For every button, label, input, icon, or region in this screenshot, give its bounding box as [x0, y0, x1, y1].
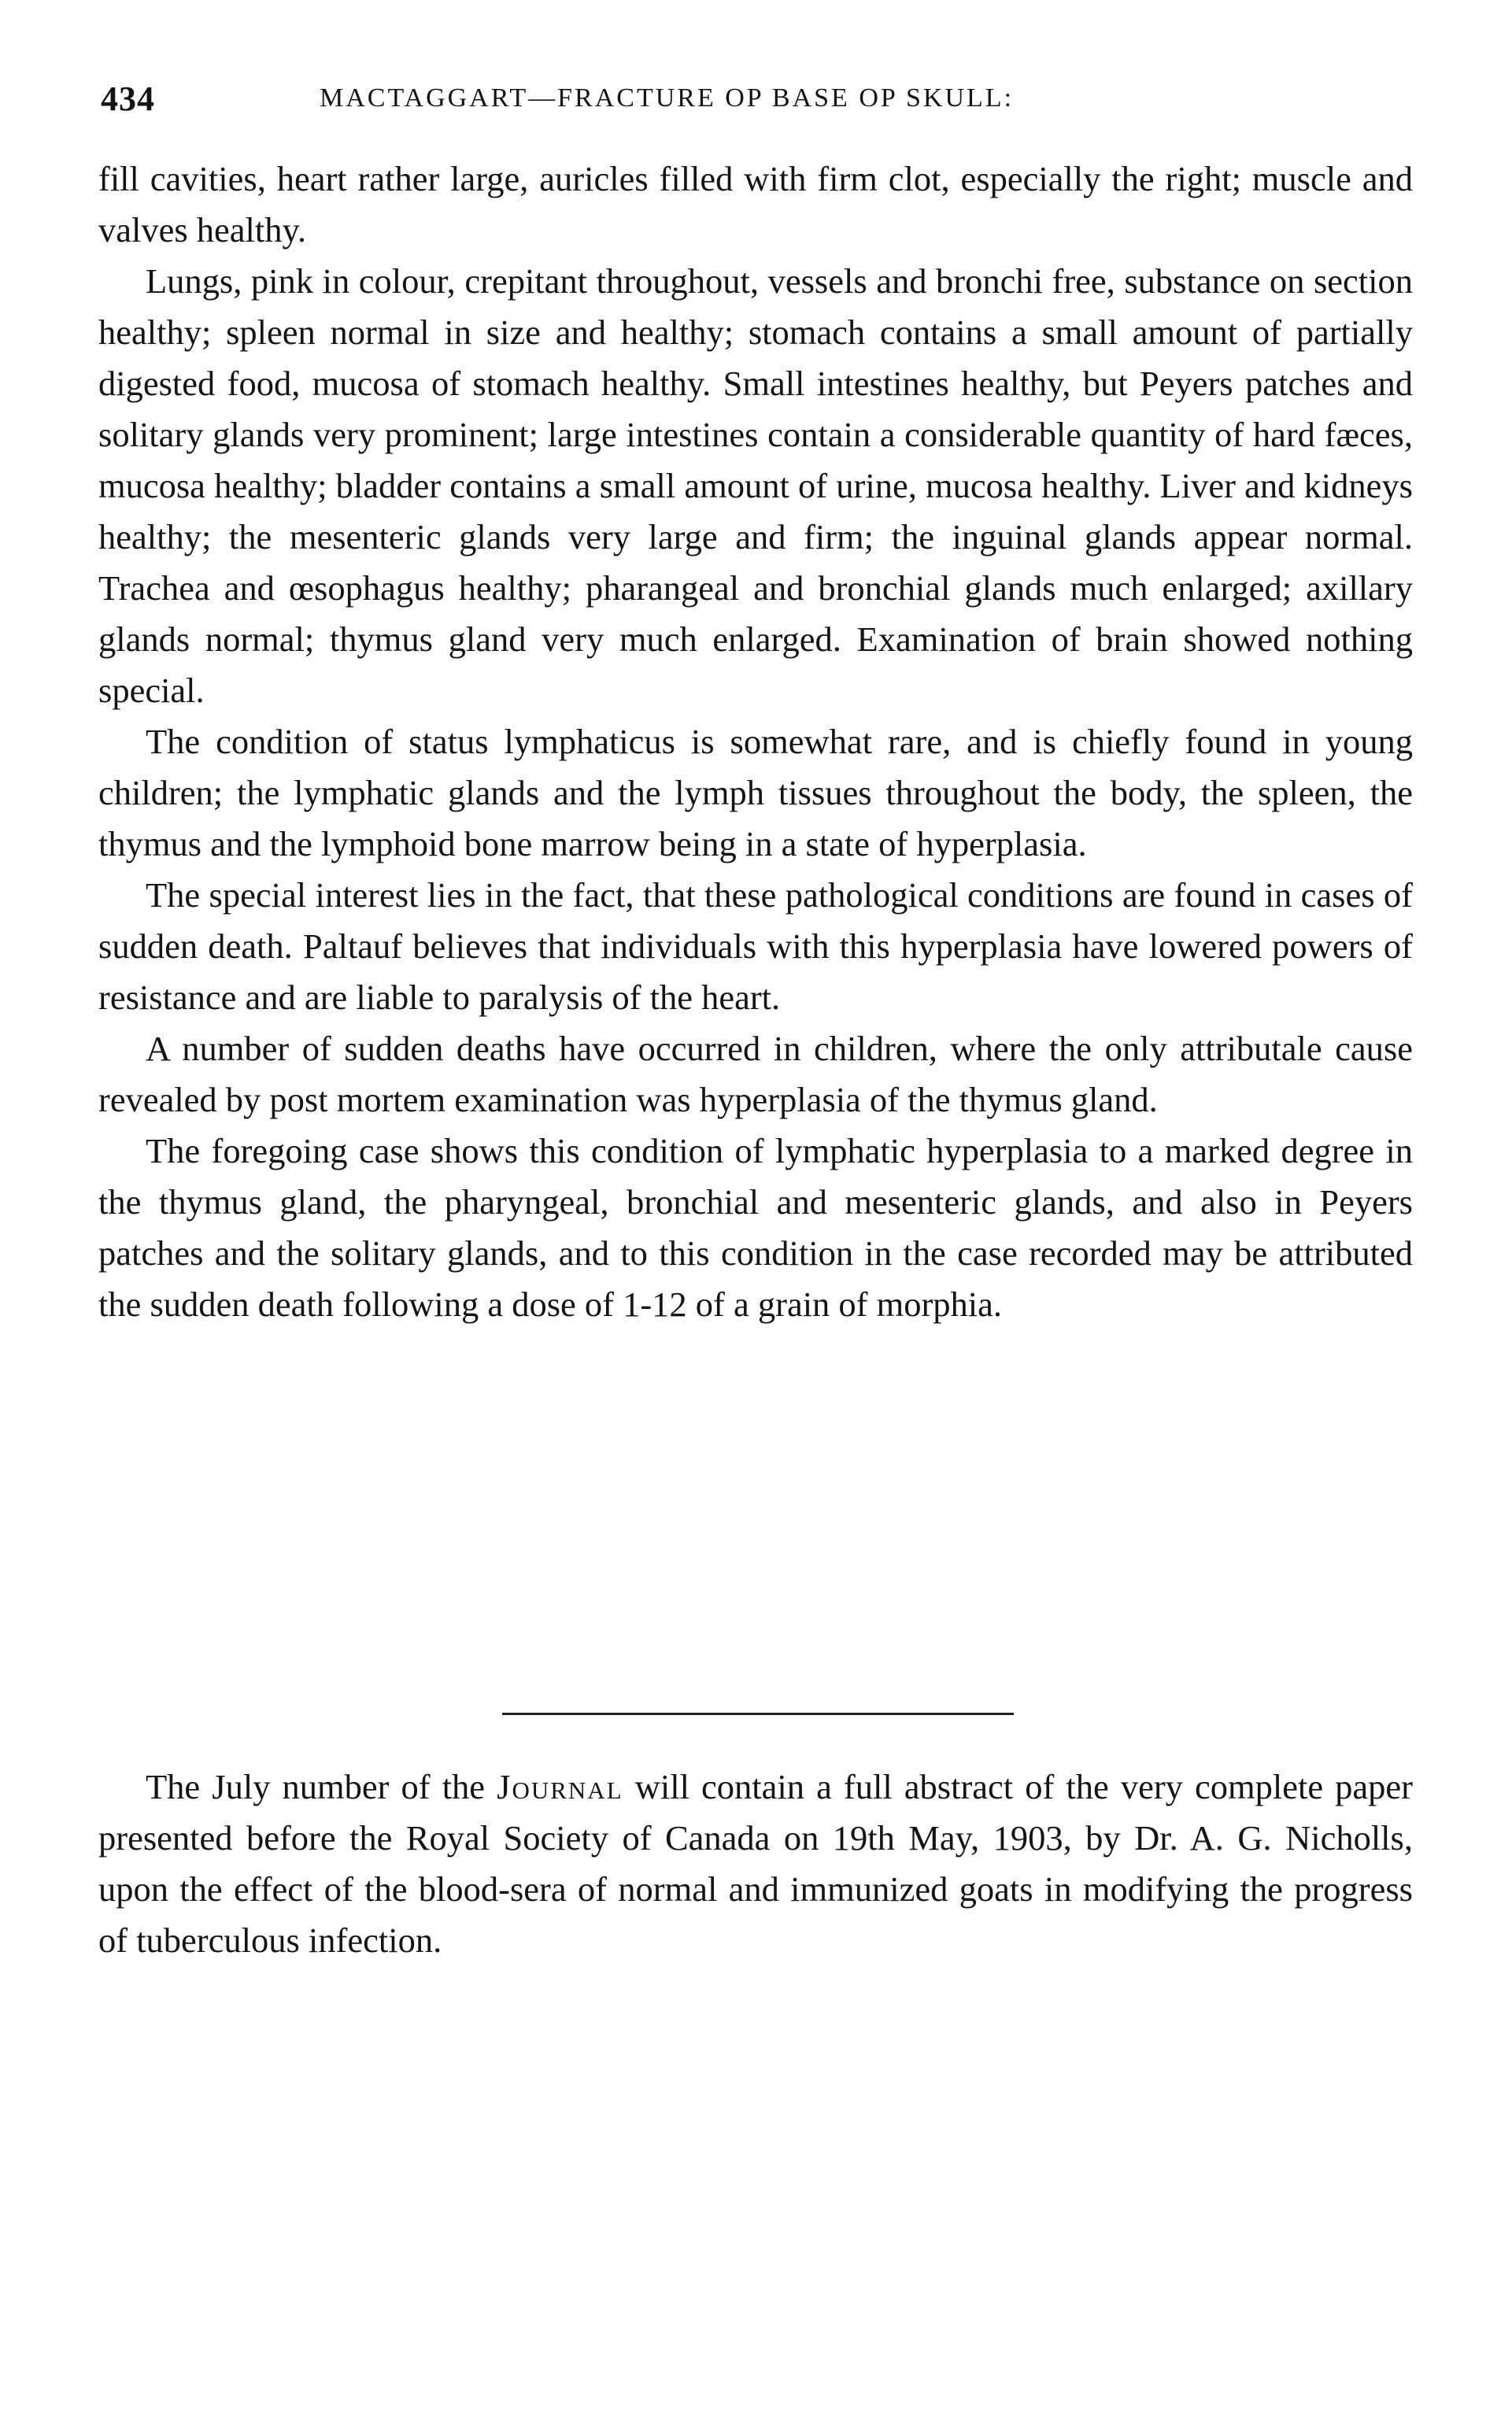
paragraph-sudden-deaths: A number of sudden deaths have occurred in children, where the only attributale cause revealed by post mortem examination was hyperplasia of the thymus gland.	[98, 1029, 1413, 1119]
running-head	[101, 79, 1423, 126]
journal-notice	[98, 1762, 1413, 1966]
notice-paragraph	[98, 1762, 1413, 1966]
paragraph-lungs: Lungs, pink in colour, crepitant throughout, vessels and bronchi free, substance on section healthy; spleen normal in size and healthy; stomach contains a small amount of partially digested food, mucosa of stomach healthy. Small intestines healthy, but Peyers patches and solitary glands very prominent; large intestines contain a considerable quantity of hard fæces, mucosa healthy; bladder contains a small amount of urine, mucosa healthy. Liver and kidneys healthy; the mesenteric glands very large and firm; the inguinal glands appear normal. Trachea and œsophagus healthy; pharangeal and bronchial glands much enlarged; axillary glands normal; thymus gland very much enlarged. Examination of brain showed nothing special.	[98, 261, 1413, 710]
notice-text-after: will contain a full abstract of the very complete paper presented before the Royal Society of Canada on 19th May, 1903, by Dr. A. G. Nicholls, upon the effect of the blood-sera of normal and immunized goats in modifying the progress of tuberculous infection.	[98, 1767, 1414, 1960]
notice-text-before: The July number of the	[146, 1767, 497, 1806]
running-title: MACTAGGART—FRACTURE OP BASE OP SKULL:	[320, 83, 1015, 113]
section-divider	[502, 1713, 1014, 1715]
body-text	[98, 153, 1413, 1330]
paragraph-special-interest: The special interest lies in the fact, that these pathological conditions are found in cases of sudden death. Paltauf believes that individuals with this hyperplasia have lowered powers of resistance and are liable to paralysis of the heart.	[98, 875, 1413, 1017]
page-number: 434	[101, 79, 155, 118]
paragraph-status-lymphaticus: The condition of status lymphaticus is somewhat rare, and is chiefly found in young children; the lymphatic glands and the lymph tissues throughout the body, the spleen, the thymus and the lymphoid bone marrow being in a state of hyperplasia.	[98, 722, 1413, 863]
paragraph-foregoing-case: The foregoing case shows this condition of lymphatic hyperplasia to a marked degree in the thymus gland, the pharyngeal, bronchial and mesenteric glands, and also in Peyers patches and the solitary glands, and to this condition in the case recorded may be attributed the sudden death following a dose of 1-12 of a grain of morphia.	[98, 1131, 1413, 1324]
notice-journal-word: Journal	[497, 1767, 623, 1806]
paragraph-continuation: fill cavities, heart rather large, auricles filled with firm clot, especially the right; muscle and valves healthy.	[98, 159, 1413, 250]
